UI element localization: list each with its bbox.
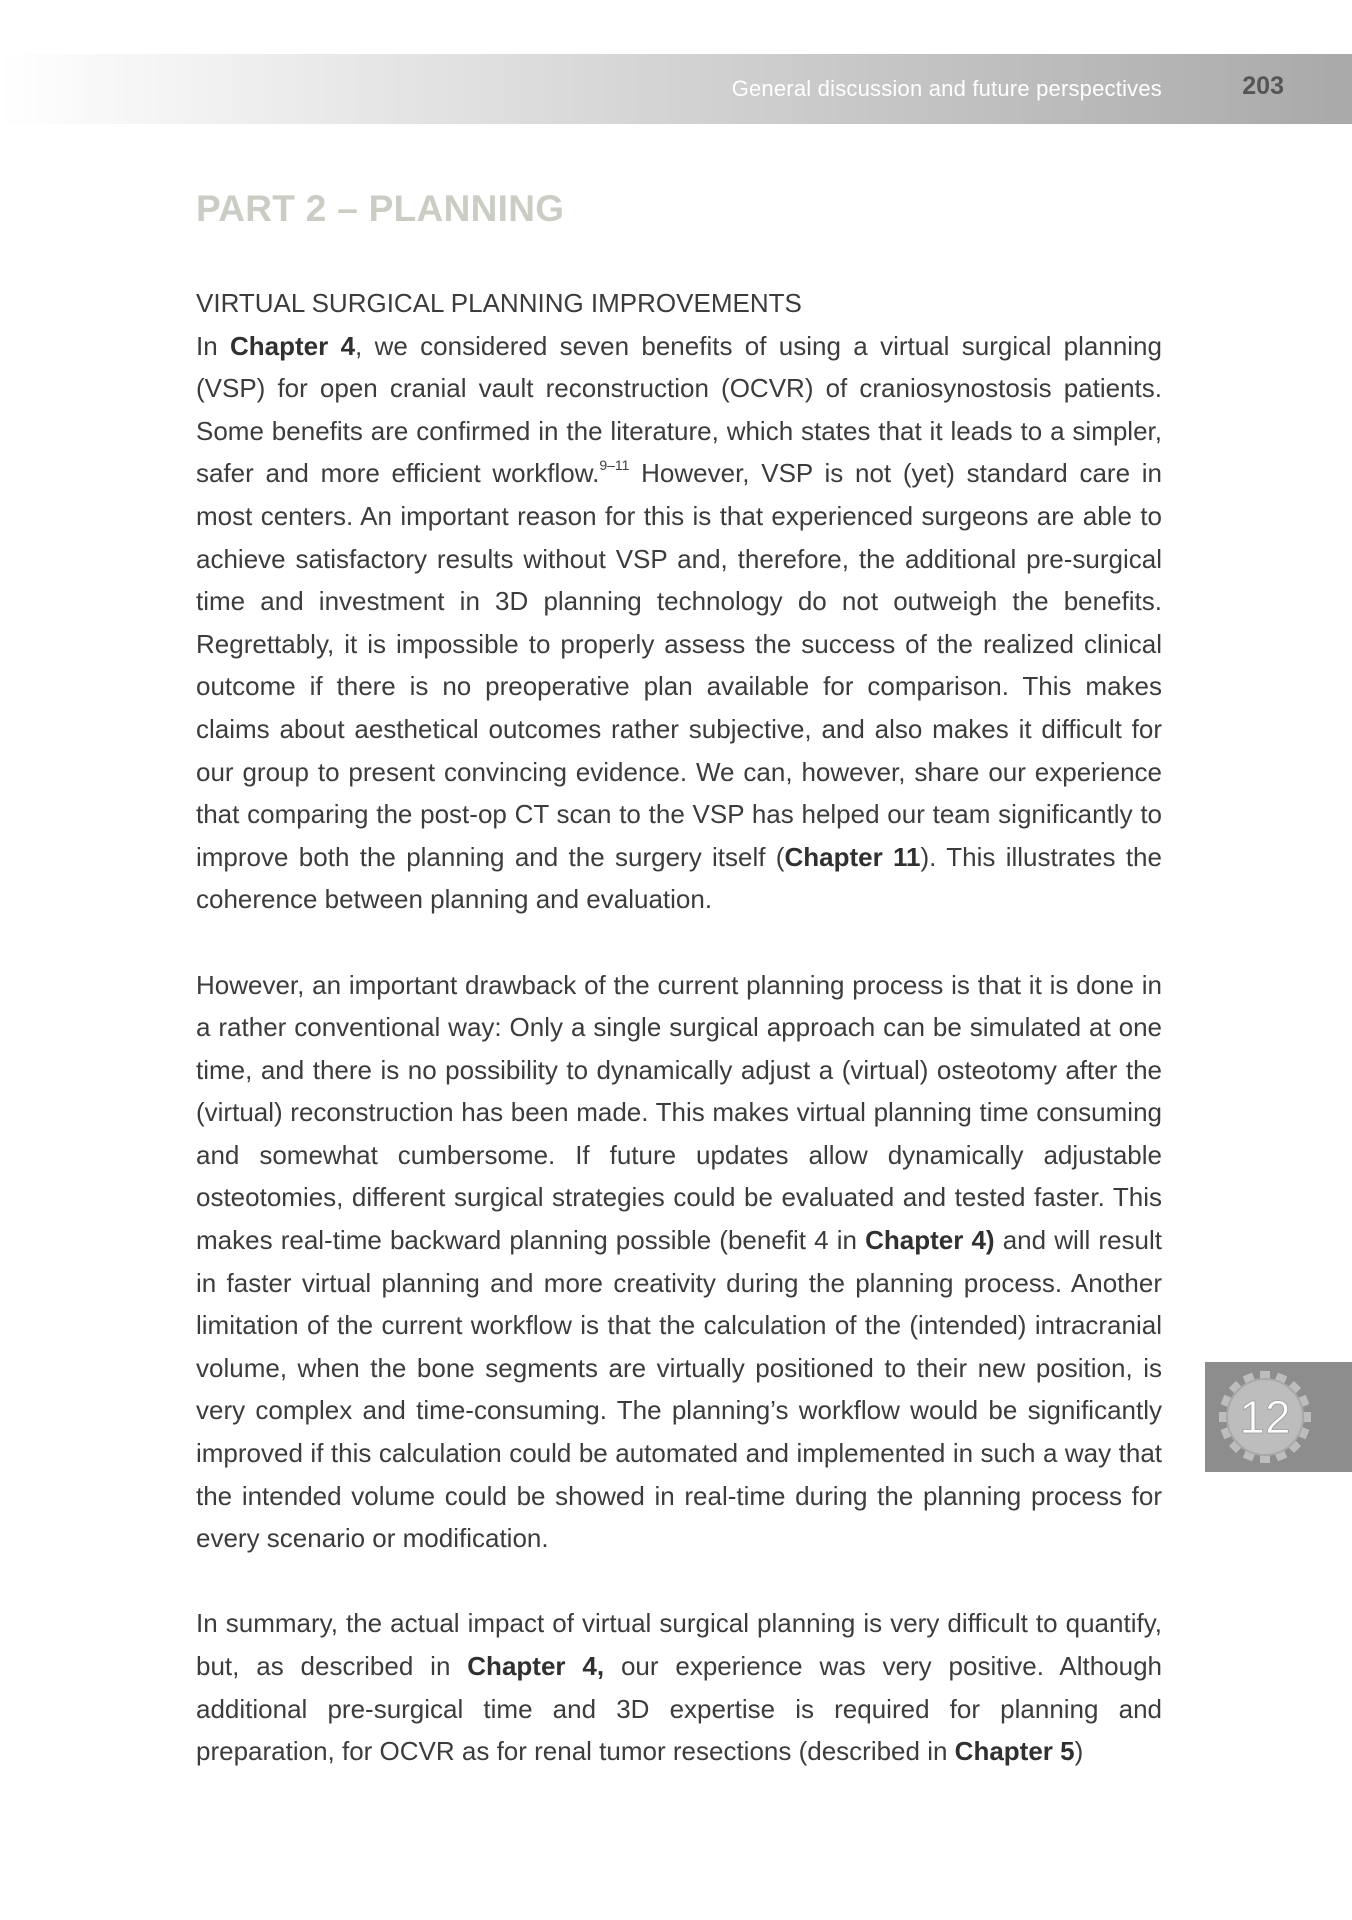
paragraph-text: In — [196, 330, 231, 361]
chapter-number: 12 — [1239, 1391, 1291, 1443]
chapter-reference: Chapter 11 — [784, 841, 921, 872]
body-text — [196, 325, 1162, 1773]
paragraph-text: ). This illustrates the coherence between planning and evaluation. — [196, 841, 1162, 915]
paragraph-text: However, an important drawback of the current planning process is that it is done in a rather conventional way: Only a single surgical approach can be simulated at one time, and there is no possibility to dynamically adjust a (virtual) osteotomy after the (virtual) reconstruction has been made. This makes virtual planning time consuming and somewhat cumbersome. If future updates allow dynamically adjustable osteotomies, different surgical strategies could be evaluated and tested faster. This makes real-time backward planning possible (benefit 4 in — [196, 969, 1162, 1256]
paragraph-text: , we considered seven benefits of using a virtual surgical planning (VSP) for open cranial vault reconstruction (OCVR) of craniosynostosis patients. Some benefits are confirmed in the literature, which states that it leads to a simpler, safer and more efficient workflow. — [196, 330, 1162, 489]
running-title: General discussion and future perspectives — [731, 76, 1162, 101]
part-heading: PART 2 – PLANNING — [196, 188, 565, 229]
running-header — [0, 54, 1352, 124]
page-number: 203 — [1242, 72, 1284, 100]
paragraph-text: In summary, the actual impact of virtual surgical planning is very difficult to quantify, but, as described in — [196, 1608, 1162, 1681]
main-content — [196, 282, 1162, 1773]
chapter-reference: Chapter 4 — [230, 330, 356, 361]
paragraph-text: ) — [1074, 1736, 1084, 1767]
body-paragraph — [196, 1602, 1162, 1772]
chapter-reference: Chapter 4) — [865, 1225, 995, 1256]
gear-icon — [1215, 1367, 1315, 1467]
citation-superscript: 9–11 — [599, 456, 630, 473]
body-paragraph — [196, 964, 1162, 1560]
paragraph-text: and will result in faster virtual planning and more creativity during the planning process. Another limitation of the current workflow is that the calculation of the (intended) intracranial volume, when the bone segments are virtually positioned to their new position, is very complex and time-consuming. The planning’s workflow would be significantly improved if this calculation could be automated and implemented in such a way that the intended volume could be showed in real-time during the planning process for every scenario or modification. — [196, 1225, 1163, 1554]
paragraph-text: However, VSP is not (yet) standard care in most centers. An important reason for this is that experienced surgeons are able to achieve satisfactory results without VSP and, therefore, the additional pre-surgical time and investment in 3D planning technology do not outweigh the benefits. Regrettably, it is impossible to properly assess the success of the realized clinical outcome if there is no preoperative plan available for comparison. This makes claims about aesthetical outcomes rather subjective, and also makes it difficult for our group to present convincing evidence. We can, however, share our experience that comparing the post-op CT scan to the VSP has helped our team significantly to improve both the planning and the surgery itself ( — [196, 458, 1162, 872]
body-paragraph — [196, 325, 1162, 921]
chapter-tab — [1205, 1362, 1352, 1472]
paragraph-text: our experience was very positive. Although additional pre-surgical time and 3D expertise is required for planning and preparation, for OCVR as for renal tumor resections (described in — [196, 1651, 1162, 1767]
section-heading: VIRTUAL SURGICAL PLANNING IMPROVEMENTS — [196, 288, 802, 318]
chapter-reference: Chapter 5 — [954, 1736, 1075, 1767]
chapter-reference: Chapter 4, — [467, 1651, 605, 1681]
